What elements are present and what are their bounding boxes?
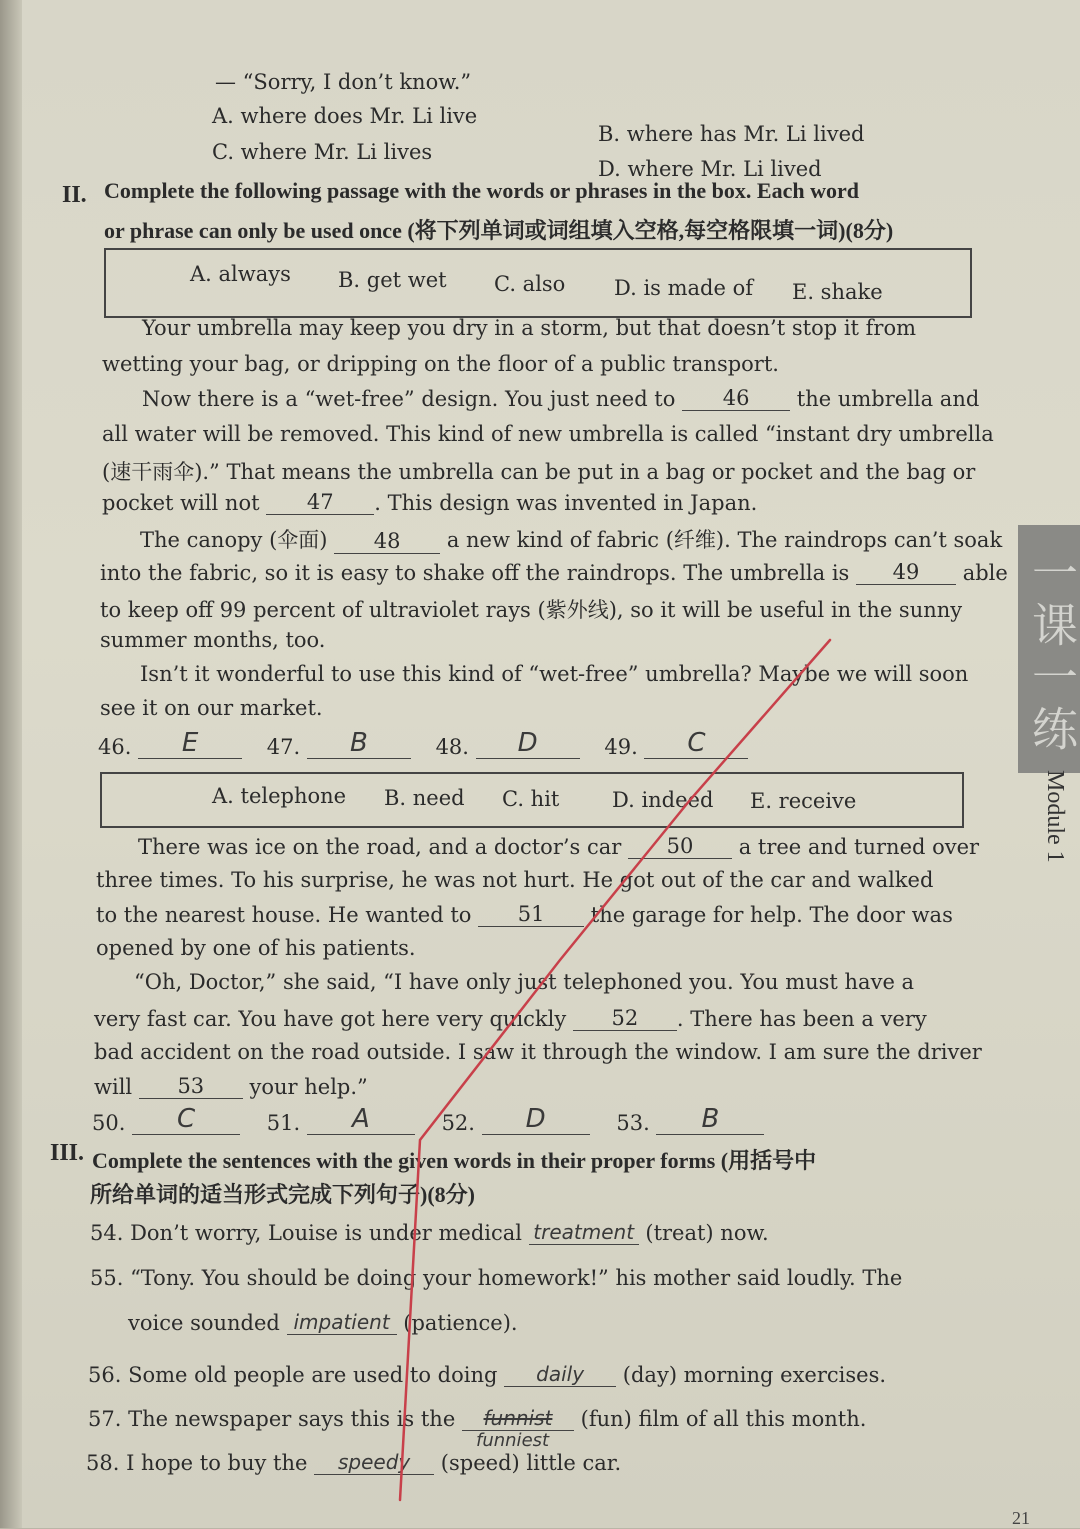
- answer-57-correction: funniest: [476, 1430, 550, 1451]
- passage2-line8: will 53 your help.”: [94, 1074, 368, 1099]
- answer-58: speedy: [314, 1450, 434, 1475]
- answer-54: treatment: [529, 1220, 639, 1245]
- module-label: Module 1: [1042, 770, 1068, 863]
- blank-53: 53: [139, 1074, 243, 1099]
- passage2-line6: very fast car. You have got here very quickly 52 . There has been a very: [94, 1006, 927, 1031]
- passage1-line1: Your umbrella may keep you dry in a storm, but that doesn’t stop it from: [142, 316, 917, 340]
- blank-49: 49: [856, 560, 956, 585]
- box1-option-c: C. also: [494, 272, 566, 296]
- answer-47: B: [307, 728, 411, 759]
- answers-50-53: 50. C 51. A 52. D 53. B: [92, 1104, 764, 1135]
- box2-option-d: D. indeed: [612, 788, 714, 812]
- box2-option-b: B. need: [384, 786, 465, 810]
- box2-option-c: C. hit: [502, 787, 560, 811]
- section-3-title-line1: Complete the sentences with the given words in their proper forms (用括号中: [92, 1148, 817, 1173]
- question-57: 57. The newspaper says this is the funnist (fun) film of all this month.: [88, 1406, 867, 1431]
- blank-50: 50: [628, 834, 732, 859]
- answer-57: funnist: [462, 1406, 574, 1431]
- passage2-line7: bad accident on the road outside. I saw it through the window. I am sure the driver: [94, 1040, 982, 1064]
- question-55-line1: 55. “Tony. You should be doing your homework!” his mother said loudly. The: [90, 1266, 903, 1290]
- section-2-title-line1: Complete the following passage with the words or phrases in the box. Each word: [104, 178, 859, 203]
- answer-53: B: [656, 1104, 764, 1135]
- page-number: 21: [1012, 1508, 1030, 1528]
- question-54: 54. Don’t worry, Louise is under medical treatment (treat) now.: [90, 1220, 769, 1245]
- question-56: 56. Some old people are used to doing daily (day) morning exercises.: [88, 1362, 887, 1387]
- blank-47: 47: [266, 490, 374, 515]
- passage2-line4: opened by one of his patients.: [96, 936, 416, 960]
- answer-46: E: [138, 728, 242, 759]
- section-2-number: II.: [62, 182, 87, 208]
- passage1-line11: Isn’t it wonderful to use this kind of “wet-free” umbrella? Maybe we will soon: [140, 662, 969, 686]
- answer-52: D: [482, 1104, 590, 1135]
- box1-option-b: B. get wet: [338, 268, 447, 292]
- section-2-title-line2: or phrase can only be used once (将下列单词或词组填入空格,每空格限填一词)(8分): [104, 218, 894, 243]
- passage2-line3: to the nearest house. He wanted to 51 the garage for help. The door was: [96, 902, 953, 927]
- chapter-tab: 一课一练: [1018, 525, 1080, 773]
- answer-55: impatient: [287, 1310, 397, 1335]
- answer-56: daily: [504, 1362, 616, 1387]
- blank-48: 48: [334, 529, 440, 554]
- blank-52: 52: [573, 1006, 677, 1031]
- q45-option-a: A. where does Mr. Li live: [212, 104, 478, 128]
- answer-51: A: [307, 1104, 415, 1135]
- answer-50: C: [132, 1104, 240, 1135]
- section-3-number: III.: [50, 1140, 85, 1166]
- passage1-line10: summer months, too.: [100, 628, 326, 652]
- q45-option-b: B. where has Mr. Li lived: [598, 122, 865, 146]
- box1-option-d: D. is made of: [614, 276, 754, 300]
- answer-48: D: [476, 728, 580, 759]
- passage1-line7: The canopy (伞面) 48 a new kind of fabric (纤维). The raindrops can’t soak: [140, 528, 1003, 553]
- blank-51: 51: [478, 902, 584, 927]
- passage1-line4: all water will be removed. This kind of new umbrella is called “instant dry umbrella: [102, 422, 994, 446]
- red-check-stroke: [400, 640, 830, 1500]
- answer-49: C: [644, 728, 748, 759]
- q45-option-c: C. where Mr. Li lives: [212, 140, 433, 164]
- passage1-line12: see it on our market.: [100, 696, 323, 720]
- box2-option-e: E. receive: [750, 789, 857, 813]
- passage1-line3: Now there is a “wet-free” design. You just need to 46 the umbrella and: [142, 386, 980, 411]
- answers-46-49: 46. E 47. B 48. D 49. C: [98, 728, 748, 759]
- passage2-line1: There was ice on the road, and a doctor’s car 50 a tree and turned over: [138, 834, 980, 859]
- question-58: 58. I hope to buy the speedy (speed) little car.: [86, 1450, 622, 1475]
- question-55-line2: voice sounded impatient (patience).: [128, 1310, 518, 1335]
- passage1-line6: pocket will not 47 . This design was invented in Japan.: [102, 490, 758, 515]
- passage1-line5: (速干雨伞).” That means the umbrella can be put in a bag or pocket and the bag or: [102, 460, 976, 484]
- section-3-title-line2: 所给单词的适当形式完成下列句子)(8分): [90, 1182, 475, 1207]
- passage1-line9: to keep off 99 percent of ultraviolet rays (紫外线), so it will be useful in the sunny: [100, 598, 963, 622]
- passage1-line2: wetting your bag, or dripping on the floor of a public transport.: [102, 352, 779, 376]
- box1-option-a: A. always: [190, 262, 291, 286]
- passage1-line8: into the fabric, so it is easy to shake off the raindrops. The umbrella is 49 able: [100, 560, 1008, 585]
- box2-option-a: A. telephone: [212, 784, 347, 808]
- q45-stem: — “Sorry, I don’t know.”: [215, 70, 472, 94]
- q45-option-d: D. where Mr. Li lived: [598, 157, 822, 181]
- blank-46: 46: [682, 386, 790, 411]
- passage2-line2: three times. To his surprise, he was not hurt. He got out of the car and walked: [96, 868, 934, 892]
- passage2-line5: “Oh, Doctor,” she said, “I have only just telephoned you. You must have a: [134, 970, 915, 994]
- box1-option-e: E. shake: [792, 280, 883, 304]
